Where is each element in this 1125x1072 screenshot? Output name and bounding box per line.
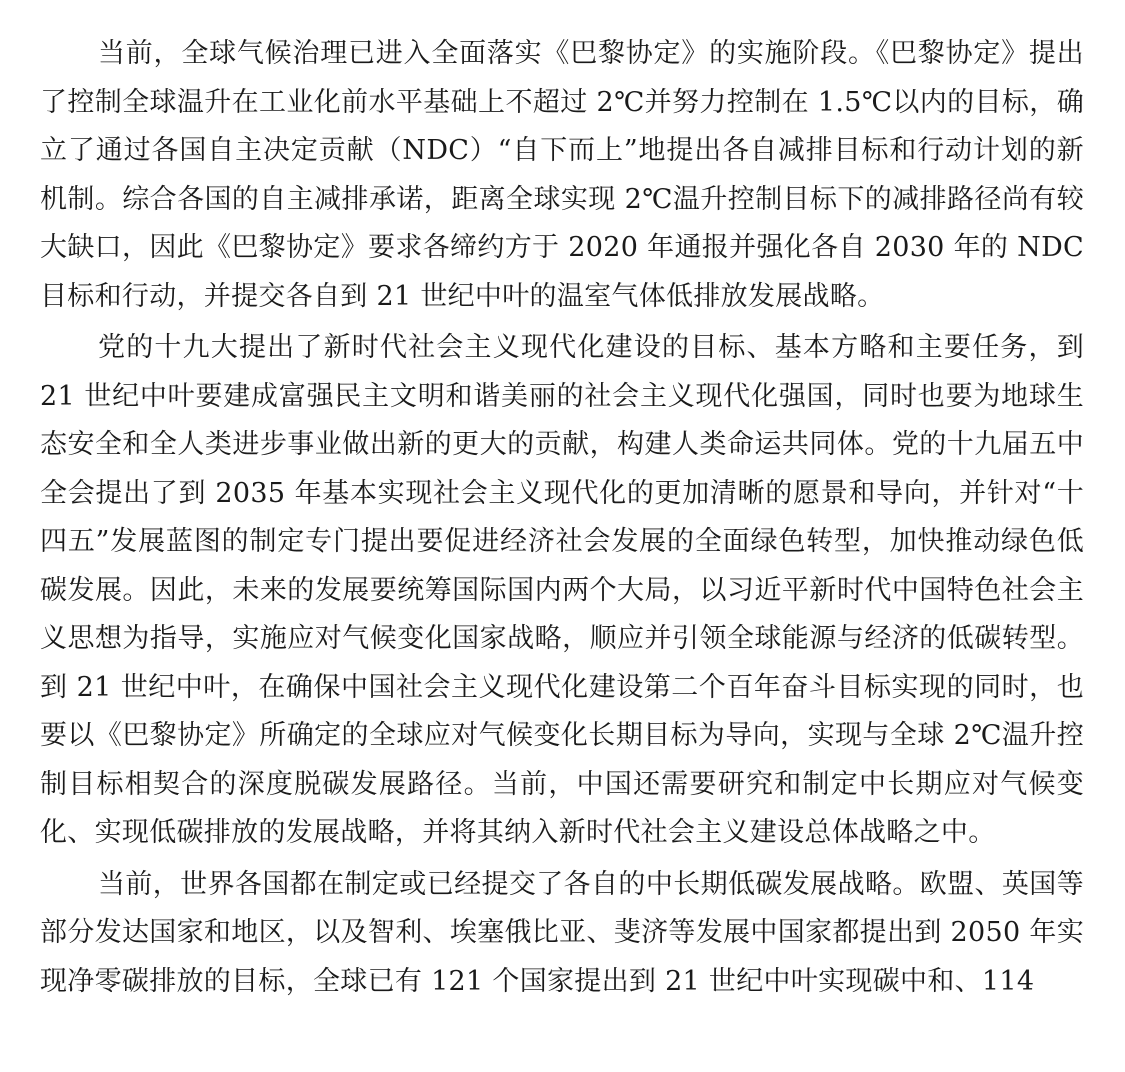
paragraph-paris-agreement: 当前，全球气候治理已进入全面落实《巴黎协定》的实施阶段。《巴黎协定》提出了控制全球温升在工业化前水平基础上不超过 2℃并努力控制在 1.5℃以内的目标，确立了通过各国自主决定贡献（NDC）“自下而上”地提出各自减排目标和行动计划的新机制。综合各国的自主减排承诺，距离全球实现 2℃温升控制目标下的减排路径尚有较大缺口，因此《巴黎协定》要求各缔约方于 2020 年通报并强化各自 2030 年的 NDC 目标和行动，并提交各自到 21 世纪中叶的温室气体低排放发展战略。: [40, 38, 1084, 312]
paragraph-global-strategies: 当前，世界各国都在制定或已经提交了各自的中长期低碳发展战略。欧盟、英国等部分发达国家和地区，以及智利、埃塞俄比亚、斐济等发展中国家都提出到 2050 年实现净零碳排放的目标，全球已有 121 个国家提出到 21 世纪中叶实现碳中和、114: [40, 868, 1084, 997]
document-page: [40, 30, 1084, 1006]
paragraph-national-strategy: 党的十九大提出了新时代社会主义现代化建设的目标、基本方略和主要任务，到 21 世纪中叶要建成富强民主文明和谐美丽的社会主义现代化强国，同时也要为地球生态安全和全人类进步事业做出新的更大的贡献，构建人类命运共同体。党的十九届五中全会提出了到 2035 年基本实现社会主义现代化的更加清晰的愿景和导向，并针对“十四五”发展蓝图的制定专门提出要促进经济社会发展的全面绿色转型，加快推动绿色低碳发展。因此，未来的发展要统筹国际国内两个大局，以习近平新时代中国特色社会主义思想为指导，实施应对气候变化国家战略，顺应并引领全球能源与经济的低碳转型。到 21 世纪中叶，在确保中国社会主义现代化建设第二个百年奋斗目标实现的同时，也要以《巴黎协定》所确定的全球应对气候变化长期目标为导向，实现与全球 2℃温升控制目标相契合的深度脱碳发展路径。当前，中国还需要研究和制定中长期应对气候变化、实现低碳排放的发展战略，并将其纳入新时代社会主义建设总体战略之中。: [40, 332, 1084, 848]
